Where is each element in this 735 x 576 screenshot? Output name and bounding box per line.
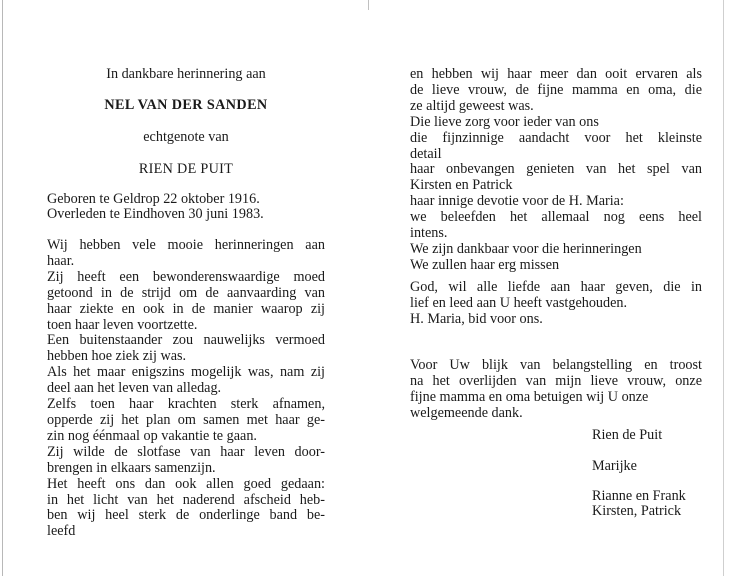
prayer-line: God, wil alle liefde aan haar geven, die in bbox=[410, 279, 702, 295]
text-line: Wij hebben vele mooie herinneringen aan bbox=[47, 237, 325, 253]
text-line: ze altijd geweest was. bbox=[410, 97, 534, 114]
text-line: Een buitenstaander zou nauwelijks vermoed bbox=[47, 332, 325, 349]
text-line: haar onbevangen genieten van het spel van bbox=[410, 161, 702, 178]
thanks-line: Voor Uw blijk van belangstelling en troost bbox=[410, 357, 702, 373]
right-page-edge bbox=[723, 0, 724, 576]
text-line: de lieve vrouw, de fijne mamma en oma, die bbox=[410, 81, 702, 98]
text-line: opperde zij het plan om samen met haar ge- bbox=[47, 411, 325, 428]
text-line: we beleefden het allemaal nog eens heel bbox=[410, 209, 702, 226]
memorial-text bbox=[47, 238, 325, 540]
text-line: intens. bbox=[410, 225, 448, 242]
text-line: getoond in de strijd om de aanvaarding van bbox=[47, 284, 325, 301]
signature-family-line2: Kirsten, Patrick bbox=[592, 503, 682, 519]
text-line: en hebben wij haar meer dan ooit ervaren als bbox=[410, 66, 702, 82]
text-line: haar. bbox=[47, 252, 75, 269]
thanks-line: welgemeende dank. bbox=[410, 404, 523, 421]
text-line: Die lieve zorg voor ieder van ons bbox=[410, 113, 599, 130]
text-line: detail bbox=[410, 145, 442, 162]
signature-family-line1: Rianne en Frank bbox=[592, 488, 686, 504]
spouse-name: RIEN DE PUIT bbox=[138, 161, 234, 177]
signature-husband: Rien de Puit bbox=[592, 427, 663, 443]
text-line: in het licht van het naderend afscheid heb- bbox=[47, 491, 325, 508]
signature-child: Marijke bbox=[592, 458, 637, 474]
thanks-line: fijne mamma en oma betuigen wij U onze bbox=[410, 388, 649, 405]
relation-line: echtgenote van bbox=[143, 129, 229, 145]
deceased-name: NEL VAN DER SANDEN bbox=[104, 97, 268, 113]
memorial-text-continued bbox=[410, 67, 702, 274]
text-line: haar innige devotie voor de H. Maria: bbox=[410, 193, 624, 210]
text-line: die fijnzinnige aandacht voor het kleinste bbox=[410, 129, 702, 146]
thanks-line: na het overlijden van mijn lieve vrouw, onze bbox=[410, 372, 702, 389]
text-line: Zij wilde de slotfase van haar leven door- bbox=[47, 443, 325, 460]
intro-line: In dankbare herinnering aan bbox=[106, 66, 266, 82]
text-line: Zij heeft een bewonderenswaardige moed bbox=[47, 268, 325, 285]
text-line: Als het maar enigszins mogelijk was, nam zij bbox=[47, 364, 325, 381]
prayer-text bbox=[410, 280, 702, 328]
text-line: ben wij heel sterk de onderlinge band be- bbox=[47, 507, 325, 524]
text-line: haar ziekte en ook in de manier waarop zij bbox=[47, 300, 325, 317]
birth-line: Geboren te Geldrop 22 oktober 1916. bbox=[47, 191, 260, 207]
prayer-line: H. Maria, bid voor ons. bbox=[410, 310, 543, 327]
thanks-text bbox=[410, 358, 702, 422]
text-line: We zijn dankbaar voor die herinneringen bbox=[410, 240, 642, 257]
text-line: zin nog éénmaal op vakantie te gaan. bbox=[47, 427, 257, 444]
prayer-line: lief en leed aan U heeft vastgehouden. bbox=[410, 294, 628, 311]
text-line: hebben hoe ziek zij was. bbox=[47, 348, 187, 365]
text-line: Het heeft ons dan ook allen goed gedaan: bbox=[47, 475, 325, 492]
text-line: toen haar leven voortzette. bbox=[47, 316, 198, 333]
fold-mark bbox=[368, 0, 369, 10]
text-line: Zelfs toen haar krachten sterk afnamen, bbox=[47, 396, 325, 413]
text-line: We zullen haar erg missen bbox=[410, 256, 560, 273]
text-line: brengen in elkaars samenzijn. bbox=[47, 459, 216, 476]
death-line: Overleden te Eindhoven 30 juni 1983. bbox=[47, 206, 264, 222]
text-line: Kirsten en Patrick bbox=[410, 177, 513, 194]
text-line: deel aan het leven van alledag. bbox=[47, 380, 222, 397]
text-line: leefd bbox=[47, 523, 76, 540]
left-page-edge bbox=[2, 0, 3, 576]
